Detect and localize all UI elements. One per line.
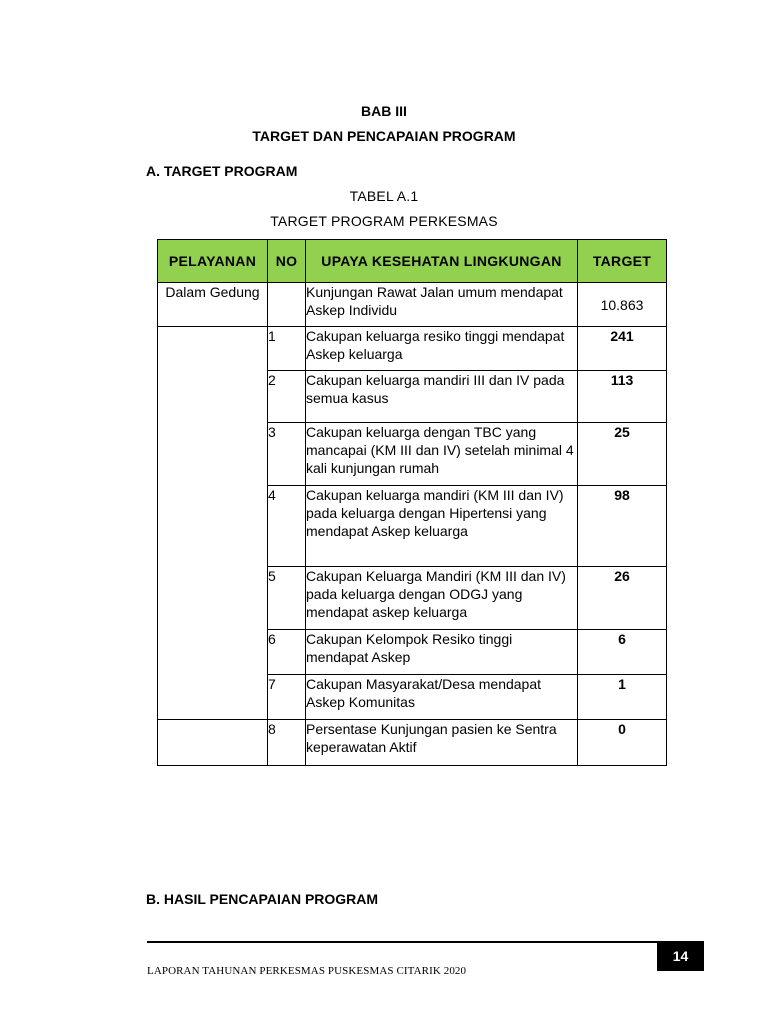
col-header-target: TARGET [578, 240, 667, 283]
cell-upaya: Cakupan keluarga mandiri III dan IV pada semua kasus [306, 371, 578, 423]
cell-upaya: Cakupan Masyarakat/Desa mendapat Askep Komunitas [306, 675, 578, 720]
cell-pelayanan-group [158, 327, 268, 720]
cell-pelayanan: Dalam Gedung [158, 283, 268, 327]
cell-target: 25 [578, 423, 667, 486]
cell-upaya: Cakupan keluarga mandiri (KM III dan IV) pada keluarga dengan Hipertensi yang mendapat Askep keluarga [306, 486, 578, 567]
cell-upaya: Kunjungan Rawat Jalan umum mendapat Askep Individu [306, 283, 578, 327]
cell-target: 98 [578, 486, 667, 567]
col-header-no: NO [268, 240, 306, 283]
cell-target: 1 [578, 675, 667, 720]
footer-text: LAPORAN TAHUNAN PERKESMAS PUSKESMAS CITARIK 2020 [147, 965, 467, 977]
cell-no: 8 [268, 720, 306, 766]
table-header-row [158, 240, 667, 283]
chapter-heading: BAB III [361, 103, 407, 119]
cell-no: 4 [268, 486, 306, 567]
cell-no: 5 [268, 567, 306, 630]
cell-no: 1 [268, 327, 306, 371]
table-row [158, 283, 667, 327]
cell-no: 7 [268, 675, 306, 720]
cell-upaya: Cakupan Keluarga Mandiri (KM III dan IV) pada keluarga dengan ODGJ yang mendapat askep keluarga [306, 567, 578, 630]
cell-upaya: Cakupan keluarga dengan TBC yang mancapai (KM III dan IV) setelah minimal 4 kali kunjungan rumah [306, 423, 578, 486]
col-header-pelayanan: PELAYANAN [158, 240, 268, 283]
table-label: TABEL A.1 [349, 188, 419, 204]
cell-no: 2 [268, 371, 306, 423]
cell-upaya: Cakupan keluarga resiko tinggi mendapat Askep keluarga [306, 327, 578, 371]
table-title: TARGET PROGRAM PERKESMAS [270, 213, 498, 229]
cell-no: 6 [268, 630, 306, 675]
col-header-upaya: UPAYA KESEHATAN LINGKUNGAN [306, 240, 578, 283]
cell-target: 6 [578, 630, 667, 675]
section-b-heading: B. HASIL PENCAPAIAN PROGRAM [146, 891, 379, 907]
cell-target: 26 [578, 567, 667, 630]
cell-upaya: Persentase Kunjungan pasien ke Sentra keperawatan Aktif [306, 720, 578, 766]
cell-target: 10.863 [578, 283, 667, 327]
target-program-table [157, 239, 667, 766]
section-a-heading: A. TARGET PROGRAM [146, 163, 298, 179]
cell-pelayanan [158, 720, 268, 766]
footer-divider [147, 941, 657, 943]
table-row [158, 720, 667, 766]
table-row [158, 327, 667, 371]
cell-target: 0 [578, 720, 667, 766]
cell-no: 3 [268, 423, 306, 486]
cell-no [268, 283, 306, 327]
cell-upaya: Cakupan Kelompok Resiko tinggi mendapat Askep [306, 630, 578, 675]
cell-target: 241 [578, 327, 667, 371]
cell-target: 113 [578, 371, 667, 423]
page-number: 14 [657, 941, 704, 971]
chapter-title: TARGET DAN PENCAPAIAN PROGRAM [252, 128, 516, 144]
